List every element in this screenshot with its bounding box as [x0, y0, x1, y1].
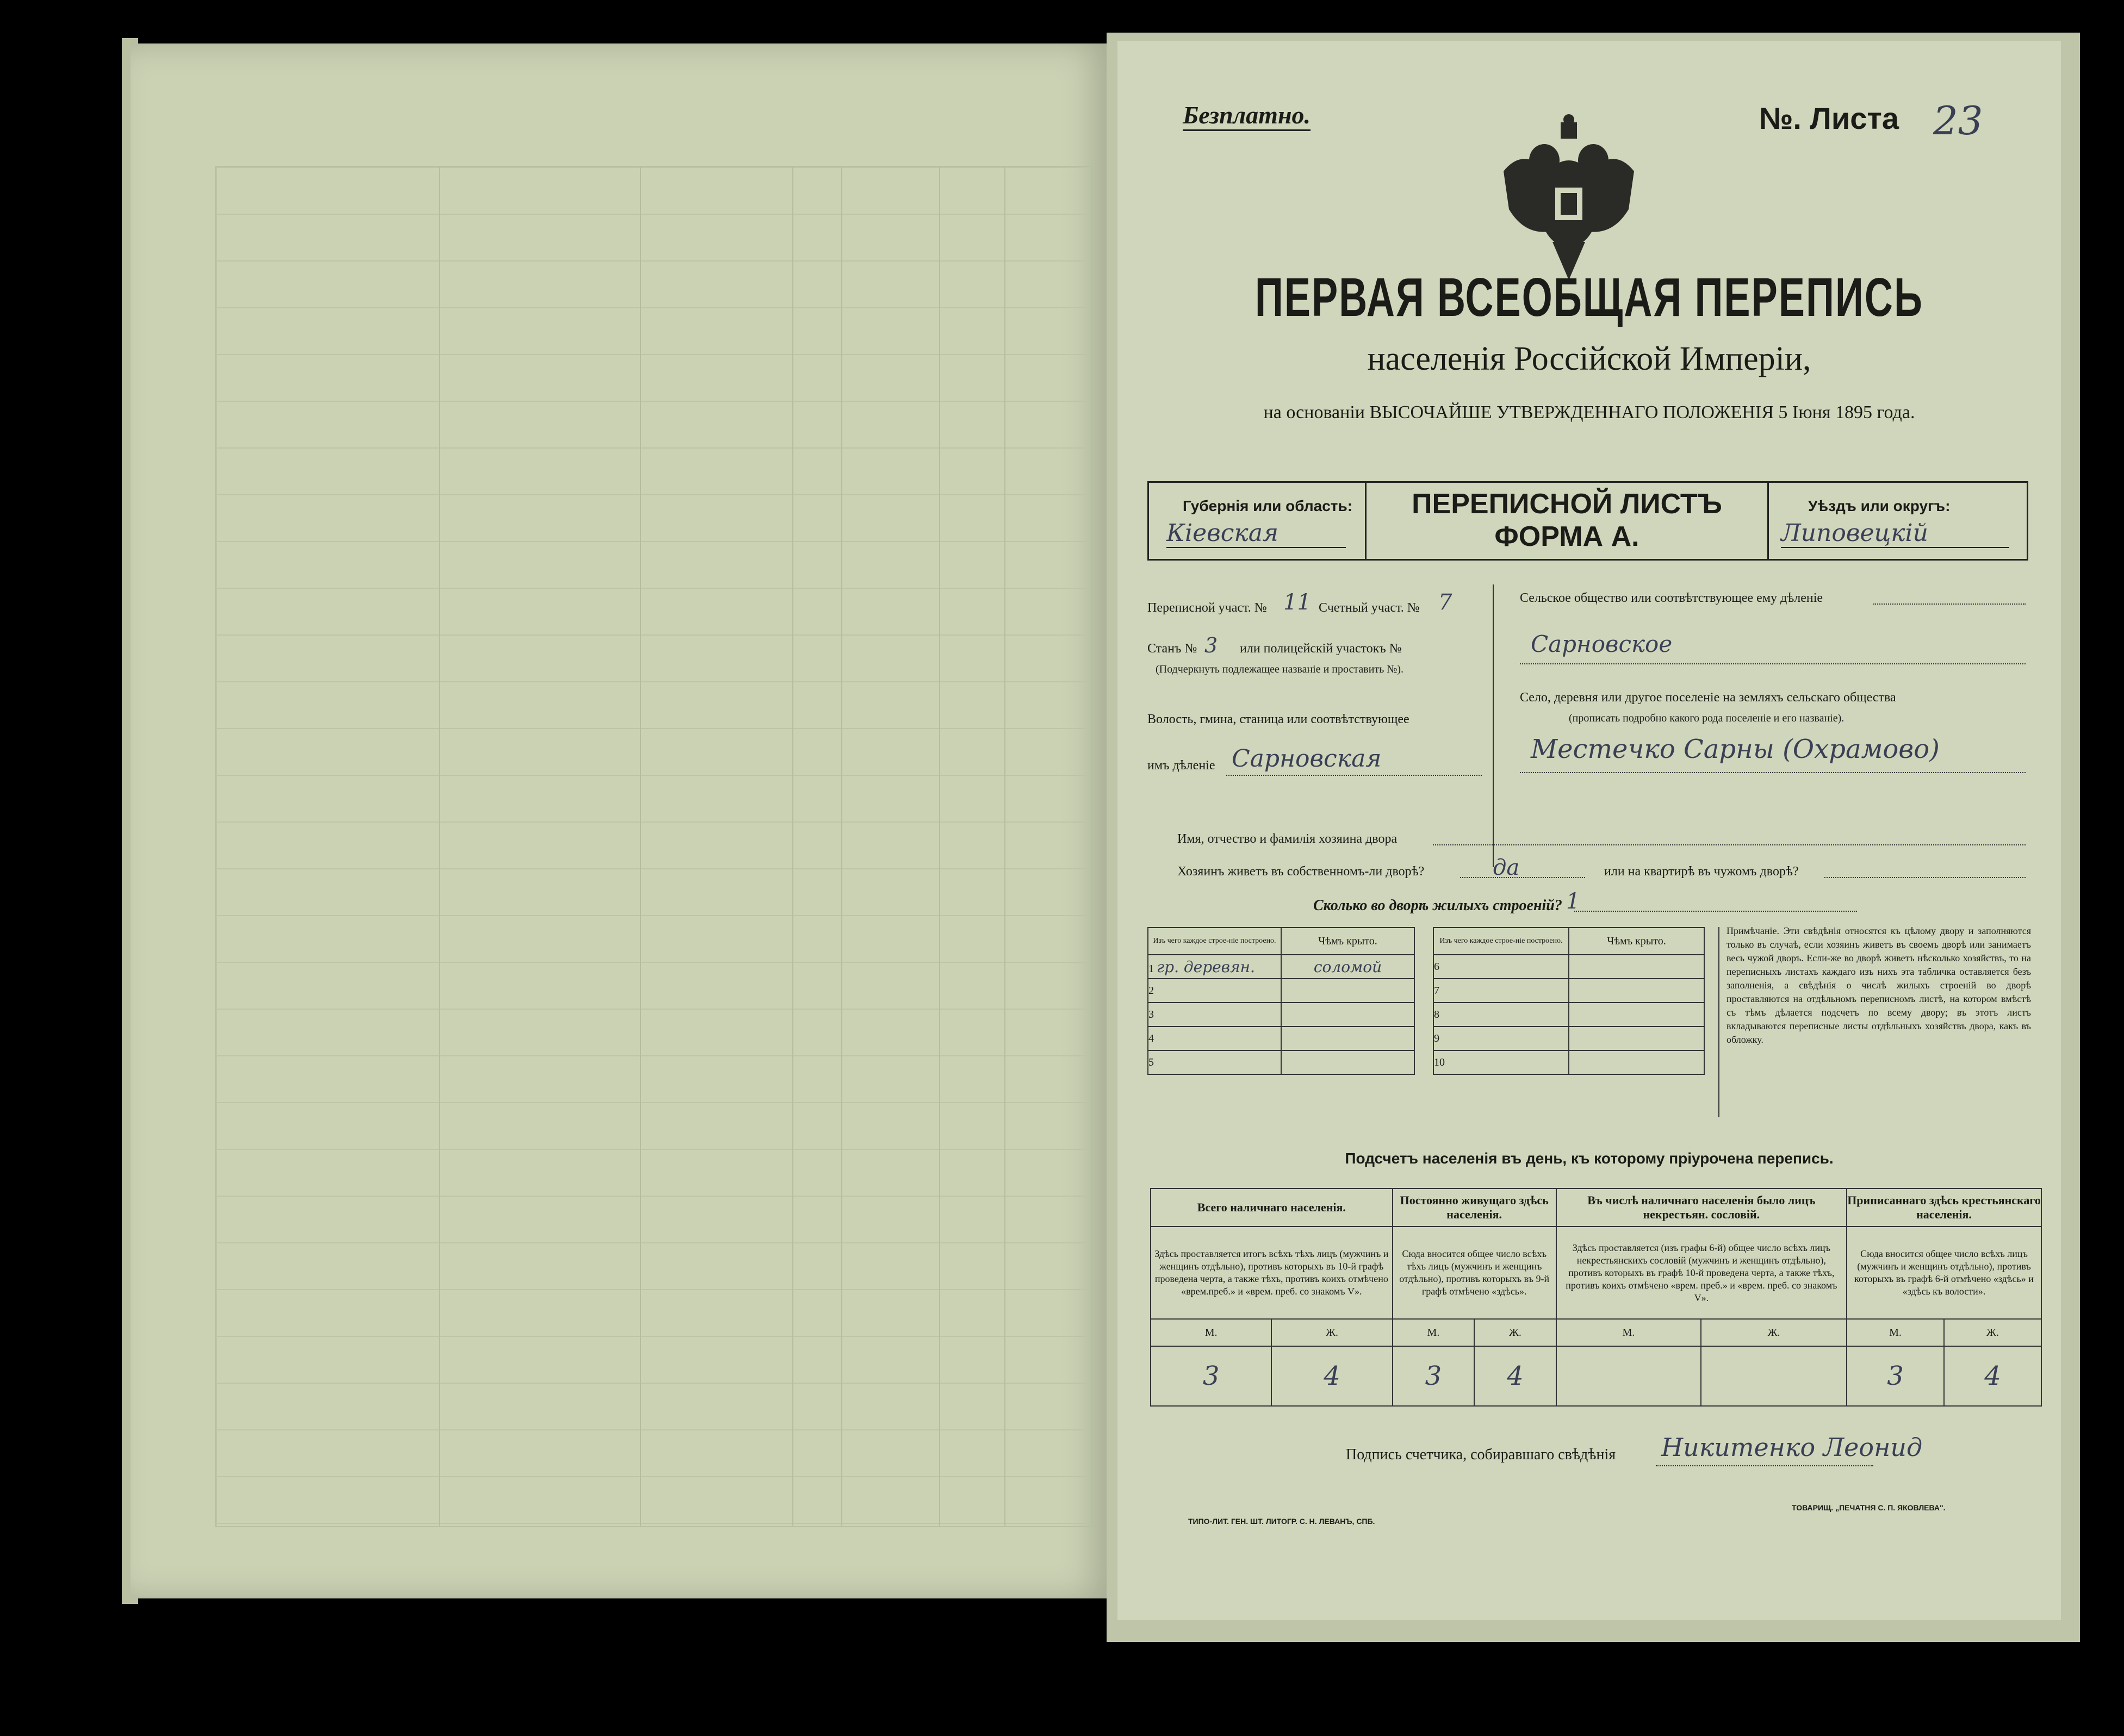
count-value-female: 4 — [1474, 1346, 1556, 1406]
imprint-right: ТОВАРИЩ. „ПЕЧАТНЯ С. П. ЯКОВЛЕВА". — [1792, 1503, 1946, 1512]
village-label: Село, деревня или другое поселеніе на земляхъ сельскаго общества — [1520, 690, 1896, 705]
count-col-title: Постоянно живущаго здѣсь населенія. — [1393, 1189, 1556, 1227]
building-material-value: гр. деревян. — [1157, 957, 1255, 976]
male-header: М. — [1847, 1319, 1944, 1346]
signature-label: Подпись счетчика, собиравшаго свѣдѣнія — [1346, 1446, 1616, 1463]
title-wrap — [1117, 266, 2061, 329]
count-heading: Подсчетъ населенія въ день, къ которому пріурочена перепись. — [1345, 1150, 1834, 1167]
male-header: М. — [1556, 1319, 1701, 1346]
col-roof-header-2: Чѣмъ крыто. — [1569, 928, 1704, 955]
imprint-left: ТИПО-ЛИТ. ГЕН. ШТ. ЛИТОГР. С. Н. ЛЕВАНЪ, СПБ. — [1188, 1517, 1375, 1526]
society-value: Сарновское — [1531, 631, 1673, 657]
buildings-table-left — [1147, 927, 1415, 1075]
count-value-male: 3 — [1151, 1346, 1271, 1406]
row-number: 1 — [1148, 962, 1154, 975]
stan-value: 3 — [1204, 633, 1218, 657]
count-col-title: Всего наличнаго населенія. — [1151, 1189, 1393, 1227]
count-col-title: Приписаннаго здѣсь крестьянскаго населенія. — [1847, 1189, 2041, 1227]
form-title-line1: ПЕРЕПИСНОЙ ЛИСТЪ — [1412, 488, 1722, 520]
village-note: (прописать подробно какого рода поселеніе и его названіе). — [1569, 712, 1844, 724]
buildings-value: 1 — [1566, 889, 1580, 914]
province-value: Кіевская — [1166, 519, 1346, 548]
document-subtitle: населенія Россійской Имперіи, — [1367, 340, 1811, 377]
left-page-faint-grid — [215, 166, 1092, 1527]
col-material-header-2: Изъ чего каждое строе-ніе построено. — [1433, 928, 1569, 955]
col-roof-header: Чѣмъ крыто. — [1281, 928, 1414, 955]
volost-value: Сарновская — [1232, 745, 1382, 773]
row-number: 6 — [1433, 955, 1569, 979]
volost-label: Волость, гмина, станица или соотвѣтствующее — [1147, 712, 1409, 726]
count-col-desc: Сюда вносится общее число всѣхъ лицъ (мужчинъ и женщинъ отдѣльно), противъ которыхъ въ графѣ 6-й отмѣчено «здѣсь» и «здѣсь къ волости». — [1847, 1227, 2041, 1319]
count-value-female: 4 — [1271, 1346, 1392, 1406]
signature-value: Никитенко Леонид — [1661, 1433, 1923, 1462]
district-value: Липовецкій — [1781, 519, 2009, 548]
count-col-title: Въ числѣ наличнаго населенія было лицъ некрестьян. сословій. — [1556, 1189, 1847, 1227]
district-label: Уѣздъ или округъ: — [1808, 497, 1951, 514]
row-number: 7 — [1433, 979, 1569, 1003]
row-number: 9 — [1433, 1026, 1569, 1050]
count-value-female — [1701, 1346, 1847, 1406]
village-value: Местечко Сарны (Охрамово) — [1531, 734, 1940, 764]
sheet-number-value: 23 — [1933, 98, 1983, 144]
census-section-value: 11 — [1283, 590, 1311, 615]
count-col-desc: Здѣсь проставляется итогъ всѣхъ тѣхъ лицъ (мужчинъ и женщинъ отдѣльно), противъ которыхъ въ 10-й графѣ проведена черта, а также тѣхъ, противъ коихъ отмѣчено «врем.преб.» и «врем. преб. со знакомъ V». — [1151, 1227, 1393, 1319]
male-header: М. — [1393, 1319, 1474, 1346]
owner-label: Имя, отчество и фамилія хозяина двора — [1177, 832, 1398, 846]
stan-label: Станъ № — [1147, 642, 1197, 656]
document-title: ПЕРВАЯ ВСЕОБЩАЯ ПЕРЕПИСЬ — [1254, 267, 1924, 328]
row-number: 2 — [1148, 979, 1281, 1003]
free-label: Безплатно. — [1183, 101, 1311, 131]
basis-line: на основаніи ВЫСОЧАЙШЕ УТВЕРЖДЕННАГО ПОЛОЖЕНІЯ 5 Іюня 1895 года. — [1263, 402, 1915, 422]
volost-label-2: имъ дѣленіе — [1147, 758, 1215, 773]
count-value-male — [1556, 1346, 1701, 1406]
society-label: Сельское общество или соотвѣтствующее ему дѣленіе — [1520, 591, 1823, 605]
buildings-note: Примѣчаніе. Эти свѣдѣнія относятся къ цѣлому двору и заполняются только въ случаѣ, если хозяинъ живетъ въ своемъ дворѣ или занимаетъ весь чужой дворъ. Если-же во дворѣ живетъ нѣсколько хозяйствъ, то на переписныхъ листахъ каждаго изъ нихъ эта табличка оставляется безъ заполненія, а свѣдѣнія о числѣ жилыхъ строеній во дворѣ проставляются на отдѣльномъ переписномъ листѣ, на котором вмѣстѣ съ тѣмъ дѣлается подсчетъ по всему двору; въ этотъ листъ вкладываются переписные листы отдѣльныхъ хозяйствъ двора, какъ въ обложку. — [1726, 925, 2031, 1045]
population-count-table — [1150, 1188, 2042, 1407]
lives-value: да — [1493, 855, 1520, 880]
form-title-line2: ФОРМА А. — [1494, 521, 1639, 552]
row-number: 5 — [1148, 1050, 1281, 1074]
underline-note: (Подчеркнуть подлежащее названіе и проставить №). — [1156, 663, 1403, 675]
count-value-female: 4 — [1944, 1346, 2041, 1406]
buildings-table-right — [1433, 927, 1705, 1075]
lives-label: Хозяинъ живетъ въ собственномъ-ли дворѣ? — [1177, 864, 1425, 879]
census-form-page — [1117, 41, 2061, 1620]
province-label: Губернія или область: — [1183, 497, 1353, 514]
row-number: 3 — [1148, 1003, 1281, 1026]
female-header: Ж. — [1474, 1319, 1556, 1346]
buildings-label: Сколько во дворѣ жилыхъ строеній? — [1313, 897, 1562, 914]
apartment-label: или на квартирѣ въ чужомъ дворѣ? — [1604, 864, 1799, 879]
count-col-desc: Здѣсь проставляется (изъ графы 6-й) общее число всѣхъ лицъ некрестьянскихъ сословій (мужчинъ и женщинъ отдѣльно), противъ которыхъ въ графѣ 10-й проведена черта, а также тѣхъ, противъ коихъ отмѣчено «врем. преб.» и «врем. преб. со знакомъ V». — [1556, 1227, 1847, 1319]
female-header: Ж. — [1271, 1319, 1392, 1346]
col-material-header: Изъ чего каждое строе-ніе построено. — [1148, 928, 1281, 955]
police-label: или полицейскій участокъ № — [1240, 642, 1402, 656]
row-number: 8 — [1433, 1003, 1569, 1026]
count-value-male: 3 — [1847, 1346, 1944, 1406]
sheet-number-label: №. Листа — [1759, 101, 1899, 135]
male-header: М. — [1151, 1319, 1271, 1346]
counting-section-value: 7 — [1438, 590, 1452, 615]
building-roof-value: соломой — [1281, 955, 1414, 979]
count-value-male: 3 — [1393, 1346, 1474, 1406]
female-header: Ж. — [1944, 1319, 2041, 1346]
census-section-label: Переписной участ. № — [1147, 601, 1267, 615]
row-number: 10 — [1433, 1050, 1569, 1074]
row-number: 4 — [1148, 1026, 1281, 1050]
female-header: Ж. — [1701, 1319, 1847, 1346]
double-headed-eagle-emblem — [1493, 111, 1645, 285]
count-col-desc: Сюда вносится общее число всѣхъ тѣхъ лицъ (мужчинъ и женщинъ отдѣльно), противъ которыхъ въ 9-й графѣ отмѣчено «здѣсь». — [1393, 1227, 1556, 1319]
counting-section-label: Счетный участ. № — [1319, 601, 1420, 615]
